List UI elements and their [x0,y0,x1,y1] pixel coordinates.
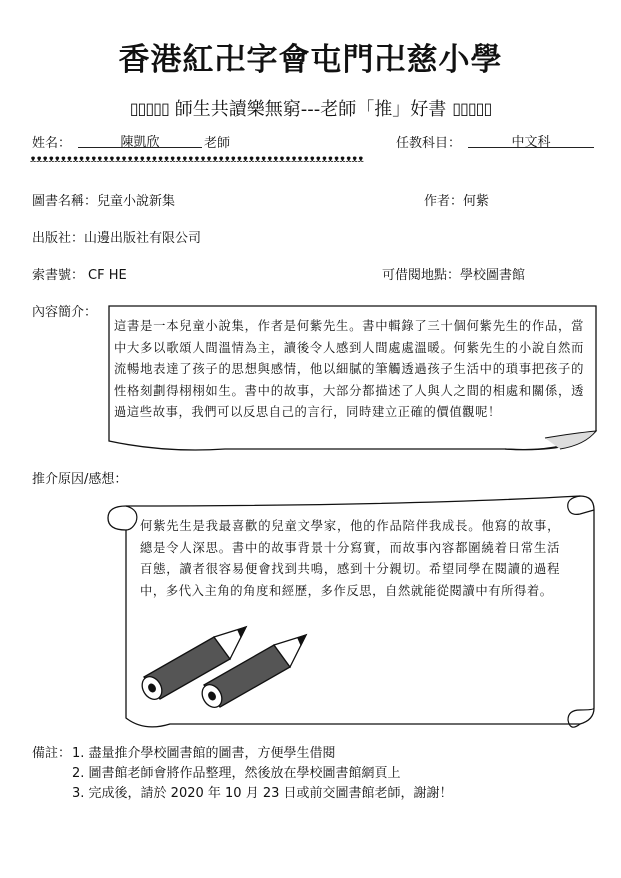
remark-item: 3. 完成後，請於 2020 年 10 月 23 日或前交圖書館老師，謝謝！ [72,786,453,801]
subtitle-text: 師生共讀樂無窮---老師「推」好書 [174,99,447,120]
publisher-row [32,227,201,246]
school-name: 香港紅卍字會屯門卍慈小學 [118,42,503,78]
author-value: 何紫 [463,194,490,209]
summary-label: 內容簡介： [32,305,98,320]
name-label: 姓名： [32,136,72,151]
remark-item: 1. 盡量推介學校圖書館的圖書，方便學生借閱 [72,746,336,761]
summary-text: 這書是一本兒童小說集，作者是何紫先生。書中輯錄了三十個何紫先生的作品，當中大多以歌頌人間溫情為主，讀後令人感到人間處處溫暖。何紫先生的小說自然而流暢地表達了孩子的思想與感情，他以細膩的筆觸透過孩子生活中的瑣事把孩子的性格刻劃得栩栩如生。書中的故事，大部分都描述了人與人之間的相處和關係，透過這些故事，我們可以反思自己的言行，同時建立正確的價值觀呢！ [114,319,584,419]
book-title-row [32,190,175,209]
publisher-value: 山邊出版社有限公司 [84,231,202,246]
title-suffix: 老師 [204,136,231,151]
subtitle-row [0,95,621,121]
book-title-label: 圖書名稱： [32,194,98,209]
publisher-label: 出版社： [32,231,85,246]
location-label: 可借閱地點： [382,268,461,283]
author-label: 作者： [424,194,464,209]
location-row [382,264,525,283]
remark-item: 2. 圖書館老師會將作品整理，然後放在學校圖書館網頁上 [72,766,401,781]
book-title-value: 兒童小說新集 [97,194,176,209]
name-field [78,131,202,148]
callno-row [32,264,127,283]
pencil-icon [130,615,330,715]
reason-label: 推介原因/感想： [32,472,128,487]
name-value: 陳凱欣 [120,135,160,150]
callno-label: 索書號： [32,268,85,283]
subject-value: 中文科 [511,135,551,150]
remarks-label: 備註： [32,746,72,761]
reason-text: 何紫先生是我最喜歡的兒童文學家，他的作品陪伴我成長。他寫的故事，總是令人深思。書中的故事背景十分寫實，而故事內容都圍繞着日常生活百態，讀者很容易便會找到共鳴，感到十分親切。希望同學在閱讀的過程中，多代入主角的角度和經歷，多作反思，自然就能從閱讀中有所得着。 [140,519,560,598]
subject-field [468,131,594,148]
books-icon: ▯▯▯▯▯ [129,99,169,118]
decorative-border: ᴥᴥᴥᴥᴥᴥᴥᴥᴥᴥᴥᴥᴥᴥᴥᴥᴥᴥᴥᴥᴥᴥᴥᴥᴥᴥᴥᴥᴥᴥᴥᴥᴥᴥᴥᴥᴥᴥᴥᴥᴥᴥᴥᴥᴥᴥᴥᴥᴥᴥᴥᴥᴥᴥᴥ [30,154,364,165]
author-row [424,190,489,209]
subject-label: 任教科目： [396,136,462,151]
location-value: 學校圖書館 [460,268,526,283]
callno-value: CF HE [88,268,127,283]
books-icon: ▯▯▯▯▯ [452,99,492,118]
